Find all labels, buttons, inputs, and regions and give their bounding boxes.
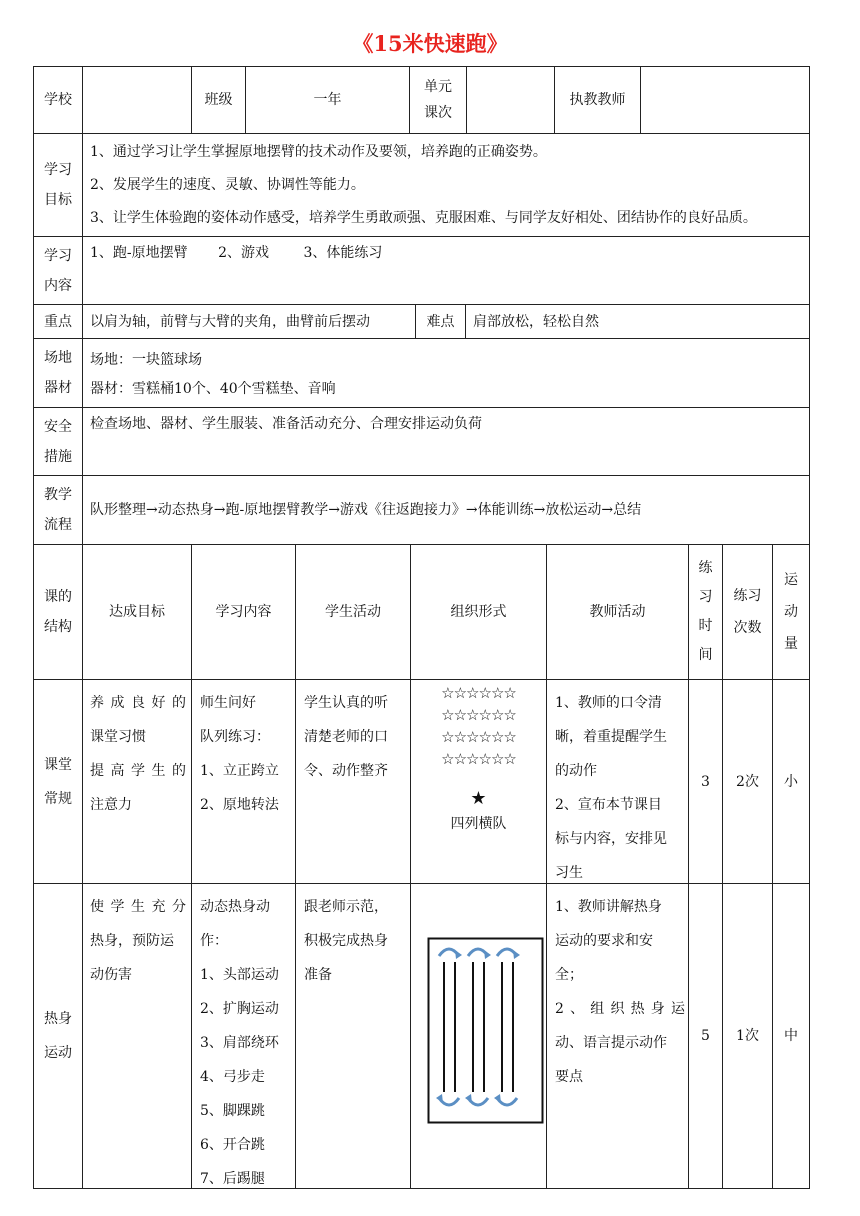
content-item: 3、体能练习 xyxy=(303,245,383,261)
formation-row: ☆☆☆☆☆☆ xyxy=(441,706,516,724)
header-student: 学生活动 xyxy=(325,604,381,620)
unit-value xyxy=(467,67,554,133)
flow-label xyxy=(34,476,82,544)
goal-item: 1、通过学习让学生掌握原地摆臂的技术动作及要领，培养跑的正确姿势。 xyxy=(90,144,547,160)
header-content: 学习内容 xyxy=(215,604,272,620)
header-organization: 组织形式 xyxy=(450,604,507,620)
row2-teacher xyxy=(555,890,685,1094)
row2-content-line: 3、肩部绕环 xyxy=(200,1035,279,1051)
goals-label xyxy=(34,134,82,236)
formation-row: ☆☆☆☆☆☆ xyxy=(441,750,516,768)
row1-goal-line: 注意力 xyxy=(90,797,132,813)
row2-student-line: 跟老师示范， xyxy=(304,899,388,915)
formation-caption: 四列横队 xyxy=(450,816,507,832)
header-load-char: 运 xyxy=(784,572,798,588)
header-goal: 达成目标 xyxy=(109,604,165,620)
row2-teacher-line: 要点 xyxy=(555,1069,583,1085)
row2-content-line: 4、弓步走 xyxy=(200,1069,265,1085)
row2-teacher-line: 动、语言提示动作 xyxy=(555,1035,667,1051)
row1-teacher-line: 的动作 xyxy=(555,763,597,779)
row2-content-line: 2、扩胸运动 xyxy=(200,1001,279,1017)
safety-label-line: 安全 xyxy=(44,418,72,435)
flow-value: 队形整理→动态热身→跑-原地摆臂教学→游戏《往返跑接力》→体能训练→放松运动→总结 xyxy=(90,502,642,518)
row1-goal-line: 课堂习惯 xyxy=(90,729,146,745)
content-label-line: 学习 xyxy=(44,247,72,264)
row1-teacher-line: 2、宣布本节课目 xyxy=(555,797,662,813)
row2-content xyxy=(200,890,294,1196)
warmup-formation-diagram xyxy=(411,884,546,1188)
row2-content-line: 7、后踢腿 xyxy=(200,1171,265,1187)
content-item: 2、游戏 xyxy=(218,245,270,261)
difficulty-value: 肩部放松，轻松自然 xyxy=(473,313,599,330)
keypoints-value: 以肩为轴，前臂与大臂的夹角，曲臂前后摆动 xyxy=(90,313,370,330)
safety-label xyxy=(34,408,82,475)
row1-teacher-line: 晰，着重提醒学生 xyxy=(555,729,667,745)
header-time-char: 间 xyxy=(698,647,713,663)
row2-student-line: 准备 xyxy=(304,967,332,983)
school-value xyxy=(83,67,191,133)
header-time-char: 时 xyxy=(698,618,713,634)
row2-student xyxy=(304,890,408,992)
header-time-char: 练 xyxy=(698,560,713,576)
row1-goal-line: 提高学生的 xyxy=(90,763,186,779)
difficulty-label: 难点 xyxy=(426,313,455,330)
row1-student-line: 学生认真的听 xyxy=(304,695,388,711)
header-load-char: 量 xyxy=(784,636,798,652)
row1-student-line: 清楚老师的口 xyxy=(304,729,388,745)
formation-row: ☆☆☆☆☆☆ xyxy=(441,728,516,746)
row1-goal xyxy=(90,686,186,822)
row2-teacher-line: 运动的要求和安 xyxy=(555,933,653,949)
header-load-char: 动 xyxy=(784,604,798,620)
row1-teacher xyxy=(555,686,685,890)
goal-item: 2、发展学生的速度、灵敏、协调性等能力。 xyxy=(90,177,365,193)
unit-label-line: 课次 xyxy=(424,105,452,121)
class-value: 一年 xyxy=(313,92,342,108)
row1-content-line: 1、立正跨立 xyxy=(200,763,279,779)
formation-row: ☆☆☆☆☆☆ xyxy=(441,684,516,702)
safety-label-line: 措施 xyxy=(44,448,72,465)
header-count xyxy=(723,545,772,679)
row2-teacher-line: 1、教师讲解热身 xyxy=(555,899,662,915)
row2-load: 中 xyxy=(784,1028,798,1044)
formation-rows xyxy=(411,682,546,770)
venue-label-line: 场地 xyxy=(44,350,72,366)
header-count-line: 次数 xyxy=(733,620,762,636)
goals-text xyxy=(90,142,808,236)
flow-label-line: 流程 xyxy=(44,517,72,533)
row1-goal-line: 养成良好的 xyxy=(90,695,186,711)
goals-label-line: 目标 xyxy=(44,192,72,208)
row1-teacher-line: 1、教师的口令清 xyxy=(555,695,662,711)
safety-value: 检查场地、器材、学生服装、准备活动充分、合理安排运动负荷 xyxy=(90,416,482,432)
row2-structure xyxy=(34,884,82,1188)
header-time-char: 习 xyxy=(698,589,713,605)
content-items xyxy=(90,243,808,267)
venue-line: 器材：雪糕桶10个、40个雪糕垫、音响 xyxy=(90,381,336,397)
header-structure-line: 结构 xyxy=(44,619,72,635)
row2-structure-line: 热身 xyxy=(44,1011,72,1027)
row1-teacher-line: 习生 xyxy=(555,865,583,881)
venue-line: 场地：一块篮球场 xyxy=(90,352,202,368)
row1-formation xyxy=(411,682,546,834)
row2-count: 1次 xyxy=(736,1028,759,1044)
unit-label-line: 单元 xyxy=(424,79,452,95)
warmup-field-border xyxy=(429,939,543,1123)
goals-label-line: 学习 xyxy=(44,162,72,178)
row2-student-line: 积极完成热身 xyxy=(304,933,388,949)
row2-content-line: 5、脚踝跳 xyxy=(200,1103,265,1119)
row1-structure xyxy=(34,680,82,883)
warmup-lanes xyxy=(444,962,513,1092)
row1-content xyxy=(200,686,294,822)
content-label xyxy=(34,237,82,304)
keypoints-label: 重点 xyxy=(44,313,72,330)
teacher-label: 执教教师 xyxy=(569,92,626,108)
arrow-heads xyxy=(436,950,520,1103)
row1-student-line: 令、动作整齐 xyxy=(304,763,388,779)
row2-structure-line: 运动 xyxy=(44,1045,72,1061)
row1-content-line: 2、原地转法 xyxy=(200,797,279,813)
venue-label-line: 器材 xyxy=(44,380,72,396)
row2-content-line: 1、头部运动 xyxy=(200,967,279,983)
school-label: 学校 xyxy=(44,92,72,108)
page-title: 《15米快速跑》 xyxy=(352,31,508,56)
header-count-line: 练习 xyxy=(733,588,762,604)
row2-content-line: 动态热身动 xyxy=(200,899,270,915)
flow-label-line: 教学 xyxy=(44,487,72,503)
goal-item: 3、让学生体验跑的姿体动作感受，培养学生勇敢顽强、克服困难、与同学友好相处、团结协作的良好品质。 xyxy=(90,210,757,226)
row1-structure-line: 常规 xyxy=(44,790,72,807)
row2-goal xyxy=(90,890,186,992)
header-structure-line: 课的 xyxy=(44,589,72,605)
row2-goal-line: 动伤害 xyxy=(90,967,132,983)
header-load xyxy=(773,545,809,679)
row2-content-line: 作： xyxy=(200,933,228,949)
row1-teacher-line: 标与内容，安排见 xyxy=(555,831,667,847)
class-label: 班级 xyxy=(204,92,233,108)
row2-time: 5 xyxy=(701,1028,710,1044)
header-teacher: 教师活动 xyxy=(589,604,646,620)
row2-goal-line: 热身，预防运 xyxy=(90,933,174,949)
row1-count: 2次 xyxy=(736,773,759,790)
content-label-line: 内容 xyxy=(44,277,72,294)
header-structure xyxy=(34,545,82,679)
row2-teacher-line: 2、组织热身运 xyxy=(555,1001,685,1017)
row2-goal-line: 使学生充分 xyxy=(90,899,186,915)
row1-content-line: 师生问好 xyxy=(200,695,256,711)
row1-content-line: 队列练习： xyxy=(200,729,270,745)
row1-load: 小 xyxy=(784,773,798,790)
header-time xyxy=(689,545,722,679)
content-item: 1、跑-原地摆臂 xyxy=(90,245,188,261)
teacher-star-icon: ★ xyxy=(470,788,487,809)
row2-teacher-line: 全； xyxy=(555,967,583,983)
row1-student xyxy=(304,686,408,788)
teacher-value xyxy=(641,67,809,133)
row2-content-line: 6、开合跳 xyxy=(200,1137,265,1153)
turn-arrow-icons xyxy=(439,949,517,1105)
row1-structure-line: 课堂 xyxy=(44,756,72,773)
venue-label xyxy=(34,339,82,407)
unit-label xyxy=(410,67,466,133)
venue-text xyxy=(90,346,808,406)
row1-time: 3 xyxy=(701,773,710,790)
